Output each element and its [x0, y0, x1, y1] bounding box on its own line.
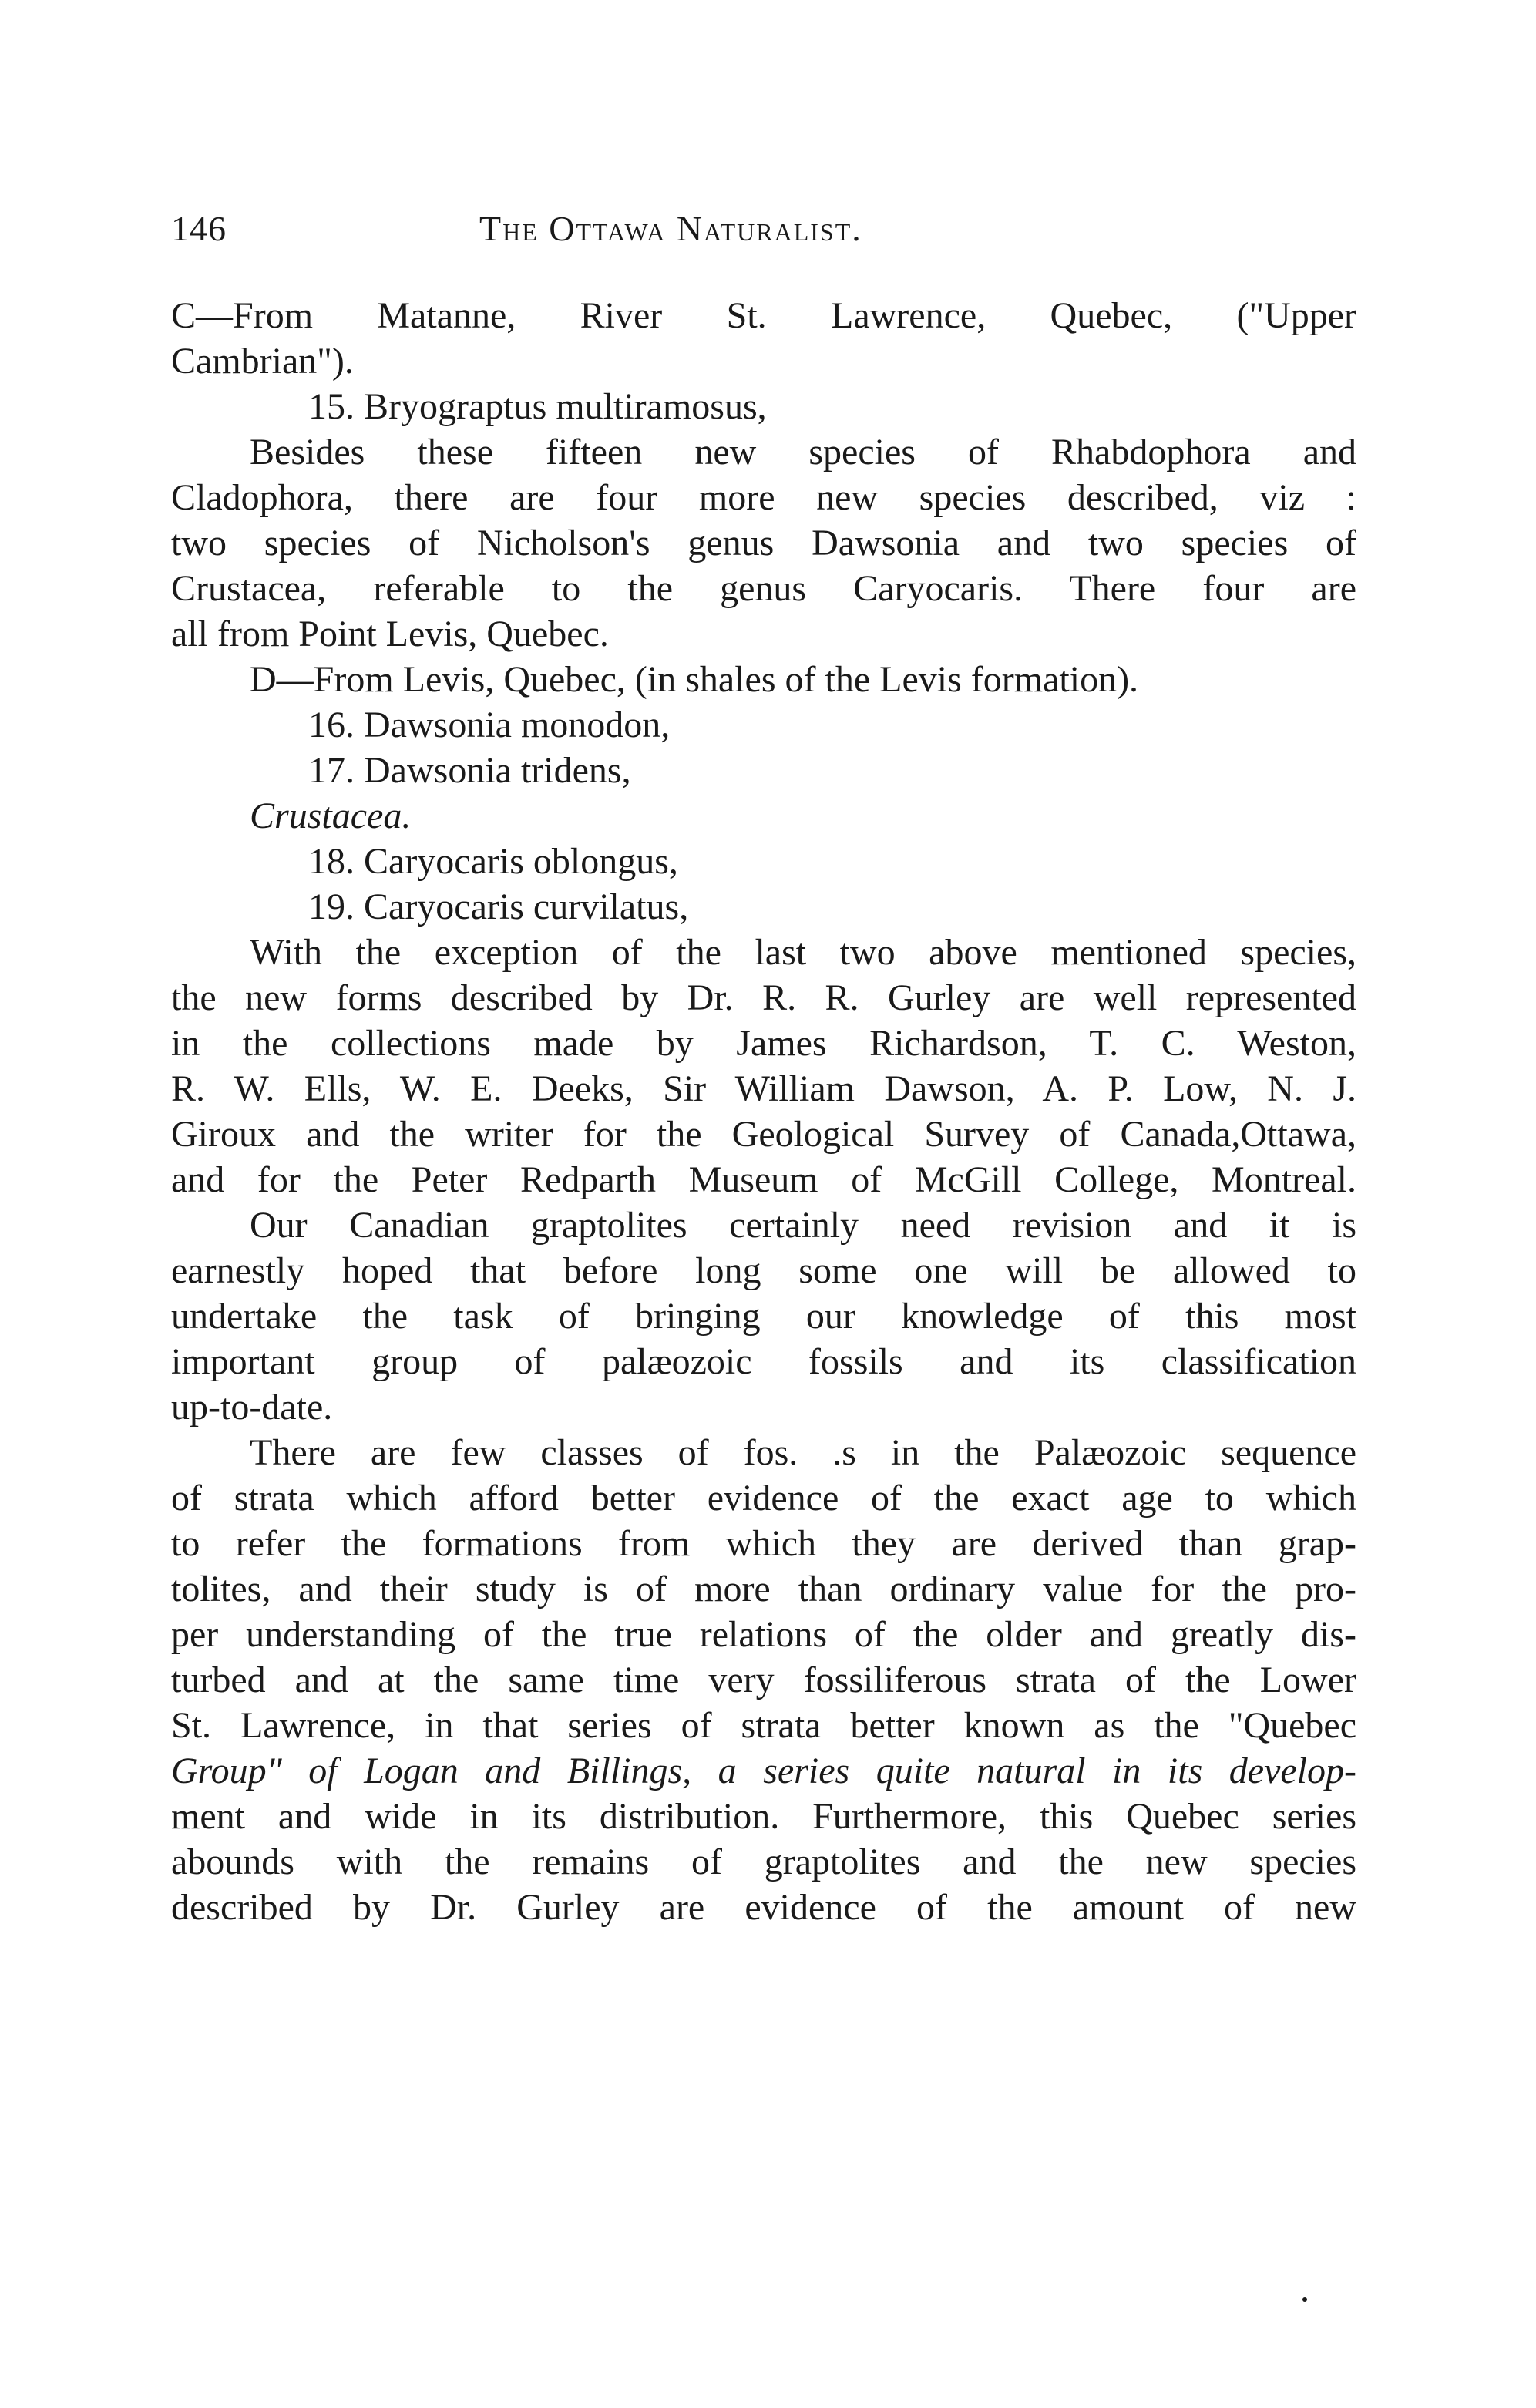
- text-line: earnestly hoped that before long some one will be allowed to: [171, 1250, 1356, 1291]
- text-line: abounds with the remains of graptolites and the new species: [171, 1841, 1356, 1882]
- page-header: [171, 208, 1356, 262]
- document-page: [171, 208, 1356, 1930]
- text-line: the new forms described by Dr. R. R. Gurley are well represented: [171, 977, 1356, 1018]
- text-line: and for the Peter Redparth Museum of McGill College, Montreal.: [171, 1159, 1356, 1200]
- list-item: 16. Dawsonia monodon,: [308, 705, 671, 745]
- subheading: Crustacea.: [250, 795, 412, 836]
- text-line: in the collections made by James Richardson, T. C. Weston,: [171, 1023, 1356, 1064]
- text-line: Crustacea, referable to the genus Caryocaris. There four are: [171, 568, 1356, 609]
- section-heading: D—From Levis, Quebec, (in shales of the Levis formation).: [250, 659, 1139, 700]
- text-line: per understanding of the true relations of the older and greatly dis-: [171, 1614, 1356, 1655]
- text-line: C—From Matanne, River St. Lawrence, Quebec, ("Upper: [171, 295, 1356, 336]
- text-line: all from Point Levis, Quebec.: [171, 614, 609, 654]
- list-item: 15. Bryograptus multiramosus,: [308, 386, 767, 427]
- text-line: ment and wide in its distribution. Furthermore, this Quebec series: [171, 1796, 1356, 1837]
- text-line: two species of Nicholson's genus Dawsonia and two species of: [171, 523, 1356, 563]
- list-item: 17. Dawsonia tridens,: [308, 750, 631, 791]
- text-line: Giroux and the writer for the Geological Survey of Canada,Ottawa,: [171, 1114, 1356, 1155]
- text-line: Our Canadian graptolites certainly need revision and it is: [250, 1205, 1356, 1246]
- stray-ink-dot: [1302, 2297, 1307, 2302]
- text-line: R. W. Ells, W. E. Deeks, Sir William Dawson, A. P. Low, N. J.: [171, 1068, 1356, 1109]
- text-line: of strata which afford better evidence of the exact age to which: [171, 1478, 1356, 1518]
- text-line: undertake the task of bringing our knowledge of this most: [171, 1296, 1356, 1337]
- text-line: St. Lawrence, in that series of strata better known as the "Quebec: [171, 1705, 1356, 1746]
- page-number: 146: [171, 209, 227, 248]
- list-item: 18. Caryocaris oblongus,: [308, 841, 678, 882]
- text-line: up-to-date.: [171, 1387, 333, 1428]
- running-head: The Ottawa Naturalist.: [479, 209, 862, 248]
- text-line: turbed and at the same time very fossiliferous strata of the Lower: [171, 1660, 1356, 1700]
- body-text: [171, 293, 1356, 1930]
- text-line: Group" of Logan and Billings, a series quite natural in its develop-: [171, 1751, 1356, 1791]
- text-line: to refer the formations from which they are derived than grap-: [171, 1523, 1356, 1564]
- text-line: Cambrian").: [171, 341, 354, 382]
- text-line: tolites, and their study is of more than ordinary value for the pro-: [171, 1569, 1356, 1609]
- text-line: There are few classes of fos. .s in the Palæozoic sequence: [250, 1432, 1356, 1473]
- text-line: Besides these fifteen new species of Rhabdophora and: [250, 432, 1356, 473]
- text-line: With the exception of the last two above mentioned species,: [250, 932, 1356, 973]
- text-line: described by Dr. Gurley are evidence of the amount of new: [171, 1887, 1356, 1928]
- text-line: Cladophora, there are four more new species described, viz :: [171, 477, 1356, 518]
- list-item: 19. Caryocaris curvilatus,: [308, 886, 689, 927]
- text-line: important group of palæozoic fossils and its classification: [171, 1341, 1356, 1382]
